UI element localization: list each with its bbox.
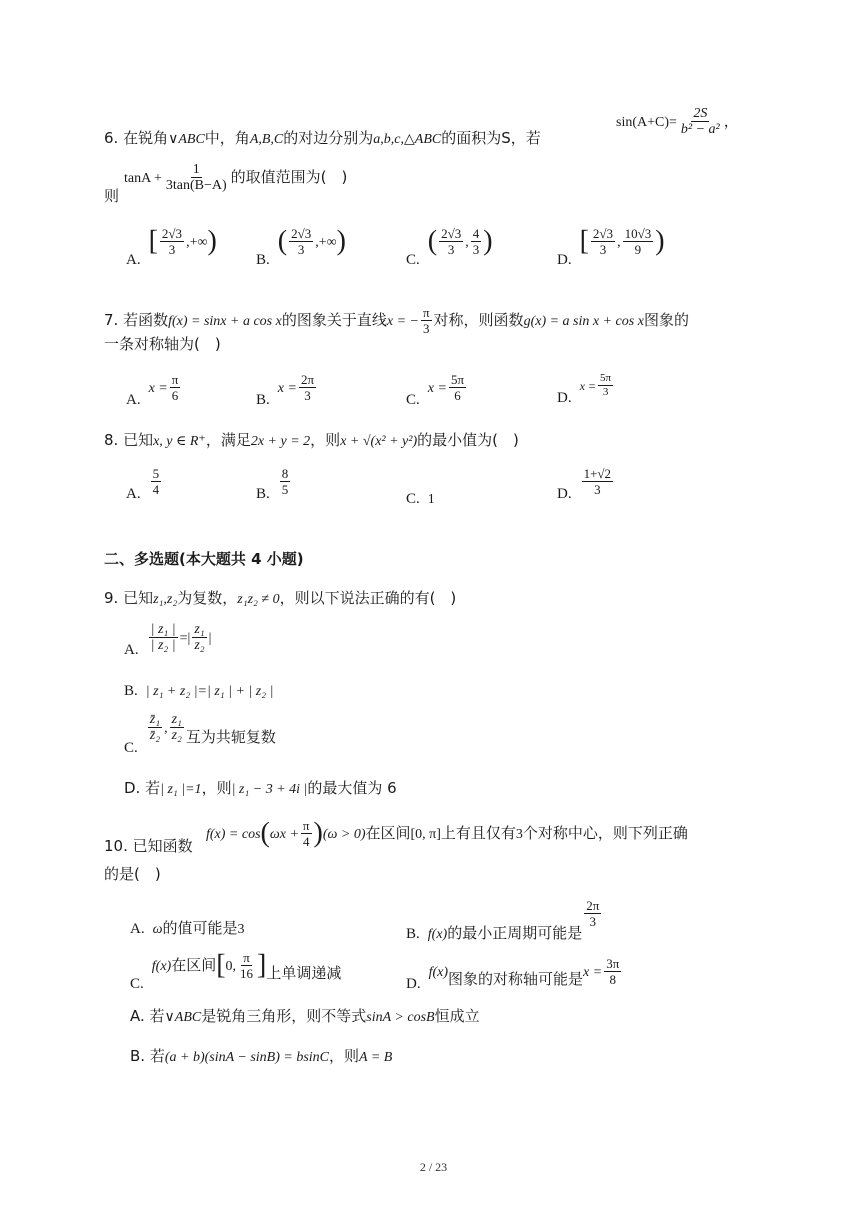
q8-option-a-label: A. [126, 486, 141, 502]
q6-option-c-num2: 4 [472, 226, 480, 241]
q10-option-a-text: 的值可能是 [162, 919, 238, 937]
q10-option-d-den: 8 [609, 972, 616, 987]
q6-option-c-comma: , [465, 235, 469, 250]
q7-function-g: g(x) = a sin x + cos x [523, 314, 644, 329]
q6-option-c-den2: 3 [472, 242, 480, 257]
q6-triangle-2: △ABC [404, 132, 442, 147]
q11-option-a-text: 是锐角三角形，则不等式 [201, 1007, 367, 1025]
q6-sides: a,b,c, [373, 132, 404, 147]
q9-option-d-end: 的最大值为 6 [307, 779, 397, 797]
q9-option-a-end: | [208, 631, 212, 646]
q10-f-inner: ωx + [269, 827, 299, 842]
q7-option-c-den: 6 [454, 388, 461, 403]
q11-option-b-result: A = B [359, 1050, 393, 1065]
q10-option-c[interactable]: C.f(x)在区间[0, $\frac{\pi}{16}$ ]上单调递减 [130, 949, 342, 992]
q9-option-c-text: 互为共轭复数 [185, 728, 276, 746]
q8-text-a: 8. 已知 [104, 431, 154, 449]
q6-option-b-rbracket: ) [336, 225, 346, 257]
q9-option-a[interactable] [124, 622, 212, 658]
q9-option-d-text: ，则 [201, 779, 232, 797]
q6-expr-fraction [164, 162, 229, 193]
q7-option-a-den: 6 [171, 388, 179, 403]
q10-option-b-text: 的最小正周期可能是 [447, 924, 583, 942]
q6-expr-a: tanA + [124, 171, 162, 186]
q7-option-b-label: B. [256, 392, 270, 408]
q7-line-num: π [422, 305, 430, 320]
question-6-line-1 [104, 128, 541, 150]
q6-option-c-label: C. [406, 252, 420, 268]
q10-option-a-label: A. [130, 921, 145, 937]
q7-option-b-den: 3 [304, 388, 311, 403]
q10-text-b: 在区间 [365, 824, 411, 842]
q6-option-d-num: 2√3 [592, 226, 614, 241]
page-number: 2 / 23 [419, 1160, 448, 1174]
q10-option-c-f: f(x) [151, 959, 172, 974]
q7-text-d: 图象的 [643, 311, 689, 329]
q10-option-a[interactable] [130, 918, 245, 940]
q7-option-a[interactable] [126, 372, 182, 408]
q10-count: 3 [515, 827, 523, 842]
q9-option-a-lnum: | z₁ | [150, 622, 176, 637]
q9-option-a-rnum: z₁ [194, 622, 205, 637]
q11-option-b-text: ，则 [329, 1047, 360, 1065]
q7-option-d-den: 3 [602, 386, 609, 398]
q7-option-a-label: A. [126, 392, 141, 408]
q6-option-b-den: 3 [297, 242, 305, 257]
q8-option-c-label: C. [406, 491, 420, 507]
q8-option-a-num: 5 [152, 466, 160, 481]
q6-option-d-num2: 10√3 [624, 226, 652, 241]
q6-cond-den: b² − a² [680, 122, 720, 137]
q7-option-d-pre: x = [579, 379, 597, 393]
q9-option-d[interactable] [124, 778, 397, 800]
q6-option-b-lbracket: ( [277, 225, 288, 257]
q7-option-b[interactable] [256, 372, 318, 408]
q6-option-c-lbracket: ( [427, 225, 438, 257]
q6-option-d-comma: , [617, 235, 621, 250]
q8-option-c[interactable] [406, 488, 435, 510]
q9-text-a: 9. 已知 [104, 589, 154, 607]
q9-option-b[interactable] [124, 680, 273, 702]
q10-option-b-num: 2π [586, 898, 600, 913]
q9-option-c-num1: z̄₁ [149, 712, 161, 727]
q7-line-left: x = − [386, 314, 419, 329]
q10-option-c-label: C. [130, 976, 144, 992]
q10-option-c-text2: 上单调递减 [266, 964, 342, 982]
q6-option-d-label: D. [557, 252, 572, 268]
q8-option-b-label: B. [256, 486, 270, 502]
q6-option-d[interactable] [557, 225, 665, 268]
q6-option-d-rbracket: ) [655, 225, 665, 257]
q9-option-a-lden: | z₂ | [150, 638, 176, 653]
q8-option-d-num: 1+√2 [583, 466, 612, 481]
q10-function: f(x) = cos(ωx + $\frac{\pi}{4}$ )(ω > 0)在区间[0, π]上有且仅有3个对称中心，则下列正确 [206, 817, 688, 849]
q10-option-a-var: ω [152, 922, 163, 937]
q6-option-c-den: 3 [447, 242, 455, 257]
question-10-line-2 [104, 864, 161, 884]
q10-option-d-pre: x = [583, 965, 603, 980]
q10-option-d-f: f(x) [428, 965, 449, 980]
q8-option-a[interactable] [126, 466, 163, 502]
q10-option-a-value: 3 [237, 922, 245, 937]
q8-vars: x, y ∈ R⁺ [153, 434, 206, 449]
q9-text-b: 为复数， [177, 589, 238, 607]
q6-option-a-label: A. [126, 252, 141, 268]
q8-option-b[interactable] [256, 466, 292, 502]
q10-option-c-int-a: 0, [225, 959, 237, 974]
q9-option-c-den1: z̄₂ [149, 728, 161, 743]
q7-option-a-pre: x = [148, 381, 168, 396]
q8-question-end: 的最小值为( ) [417, 431, 519, 449]
q11-option-b[interactable] [130, 1046, 392, 1068]
q10-text-d: 个对称中心，则下列正确 [522, 824, 688, 842]
q9-option-c-label: C. [124, 740, 138, 756]
q6-cond-num: 2S [693, 106, 708, 121]
q6-text-c: 的对边分别为 [283, 129, 374, 147]
q8-option-d-label: D. [557, 486, 572, 502]
q7-option-c-num: 5π [450, 372, 465, 387]
q6-expression [124, 162, 347, 193]
q8-option-a-den: 4 [152, 482, 160, 497]
q6-text: 6. 在锐角 [104, 129, 169, 147]
q7-option-d[interactable] [557, 372, 615, 406]
q10-question-end: 的是( ) [104, 865, 161, 883]
question-9-line [104, 588, 456, 610]
q6-text-d: 的面积为S，若 [441, 129, 541, 147]
q10-option-b-label: B. [406, 926, 420, 942]
q9-option-c-den2: z₂ [171, 728, 182, 743]
q6-option-b-label: B. [256, 252, 270, 268]
q7-text-a: 7. 若函数 [104, 311, 169, 329]
q9-option-a-label: A. [124, 642, 139, 658]
q10-option-c-den: 16 [240, 966, 254, 981]
q6-expr-den: 3tan(B−A) [165, 178, 227, 193]
q8-expression: x + √(x² + y²) [340, 434, 418, 449]
q10-option-c-text: 在区间 [171, 956, 217, 974]
q8-option-b-den: 5 [281, 482, 289, 497]
q10-option-b-den: 3 [589, 914, 596, 929]
q10-interval: [0, π] [410, 827, 441, 842]
q6-triangle: ∨ABC [168, 132, 205, 147]
q10-f-den: 4 [302, 834, 310, 849]
q9-option-d-cond: | z₁ |=1 [160, 782, 202, 797]
q9-vars: z₁,z₂ [153, 592, 178, 607]
q6-angles: A,B,C [249, 132, 284, 147]
q11-option-a-end: 恒成立 [434, 1007, 480, 1025]
q6-expr-num: 1 [192, 162, 200, 177]
q6-option-a-rbracket: ) [207, 225, 217, 257]
q7-option-c-label: C. [406, 392, 420, 408]
q10-option-c-num: π [243, 950, 250, 965]
q6-option-a-den: 3 [168, 242, 176, 257]
question-7-line-1 [104, 305, 689, 336]
q9-option-a-rden: z₂ [194, 638, 205, 653]
q7-text-c: 对称，则函数 [433, 311, 524, 329]
q6-option-a-rest: ,+∞ [186, 235, 208, 250]
q10-option-b[interactable] [406, 898, 603, 942]
q7-line-den: 3 [423, 321, 430, 336]
q6-option-b[interactable] [256, 225, 346, 268]
q9-option-b-label: B. [124, 683, 138, 699]
q7-option-d-label: D. [557, 390, 572, 406]
q11-option-a-inequality: sinA > cosB [366, 1010, 435, 1025]
q9-option-c[interactable]: C. $\frac{\text{z̄₁}}{\text{z̄₂}}$ , $\frac{\text{z₁}}{\text{z₂}}$ 互为共轭复数 [124, 712, 276, 756]
q7-function-f: f(x) = sinx + a cos x [168, 314, 282, 329]
q9-condition: z₁z₂ ≠ 0 [237, 592, 280, 607]
q8-option-b-num: 8 [281, 466, 289, 481]
q6-option-d-den: 3 [599, 242, 607, 257]
q11-option-b-label: B. 若 [130, 1047, 165, 1065]
q9-option-c-num2: z₁ [171, 712, 182, 727]
question-8-line [104, 430, 519, 452]
q7-question-end: 一条对称轴为( ) [104, 335, 221, 353]
q6-option-c-num: 2√3 [441, 226, 462, 241]
q8-text-b: ，满足 [205, 431, 251, 449]
q10-option-d-label: D. [406, 976, 421, 992]
q8-option-d-den: 3 [594, 482, 601, 497]
q7-option-a-num: π [171, 372, 179, 387]
q7-option-c-pre: x = [427, 381, 447, 396]
q6-then: 则 [104, 187, 120, 205]
q7-option-d-num: 5π [600, 372, 612, 384]
q6-option-d-lbracket: [ [579, 225, 589, 257]
q6-option-c-rbracket: ) [483, 225, 493, 257]
q6-option-a-num: 2√3 [161, 226, 183, 241]
q11-option-b-expr: (a + b)(sinA − sinB) = bsinC [164, 1050, 330, 1065]
q8-text-c: ，则 [310, 431, 341, 449]
question-10-line-1 [104, 836, 193, 856]
q10-f-left: f(x) = cos [206, 827, 261, 842]
q7-text-b: 的图象关于直线 [281, 311, 387, 329]
q10-option-d-text: 图象的对称轴可能是 [448, 970, 584, 988]
q6-condition [616, 106, 739, 137]
q8-option-c-value: 1 [427, 492, 435, 507]
q10-f-num: π [302, 818, 310, 833]
q6-option-b-rest: ,+∞ [315, 235, 337, 250]
q11-option-a-triangle: ∨ABC [164, 1010, 202, 1025]
q8-condition: 2x + y = 2 [250, 434, 311, 449]
q9-option-d-expr: | z₁ − 3 + 4i | [231, 782, 308, 797]
q10-option-d[interactable] [406, 956, 623, 992]
q6-cond-fraction [679, 106, 722, 137]
q7-option-c[interactable] [406, 372, 468, 408]
q10-f-cond: (ω > 0) [322, 827, 366, 842]
question-6-line-2 [104, 186, 119, 206]
q7-option-b-pre: x = [277, 381, 297, 396]
q6-option-b-num: 2√3 [291, 226, 312, 241]
q11-option-a-label: A. 若 [130, 1007, 165, 1025]
q6-text-b: 中，角 [204, 129, 250, 147]
q9-option-d-label: D. 若 [124, 779, 161, 797]
q10-option-b-f: f(x) [427, 927, 448, 942]
q8-option-d[interactable] [557, 466, 615, 502]
q6-cond-left: sin(A+C)= [616, 115, 677, 130]
question-7-line-2 [104, 334, 221, 354]
q10-text-c: 上有且仅有 [440, 824, 516, 842]
q10-text-a: 10. 已知函数 [104, 837, 193, 855]
q7-option-b-num: 2π [300, 372, 315, 387]
q10-option-d-num: 3π [606, 956, 620, 971]
q9-option-a-mid: =| [179, 631, 191, 646]
q6-option-a[interactable] [126, 225, 217, 268]
q6-text-e: ， [723, 112, 739, 130]
q6-option-a-lbracket: [ [148, 225, 158, 257]
q9-option-b-expr: | z₁ + z₂ |=| z₁ | + | z₂ | [145, 684, 274, 699]
q6-option-d-den2: 9 [634, 242, 642, 257]
q9-question-end: ，则以下说法正确的有( ) [279, 589, 457, 607]
q6-question-end: 的取值范围为( ) [230, 168, 348, 186]
section-heading: 二、多选题(本大题共 4 小题) [104, 550, 304, 568]
q6-option-c[interactable] [406, 225, 493, 268]
q11-option-a[interactable] [130, 1006, 480, 1028]
